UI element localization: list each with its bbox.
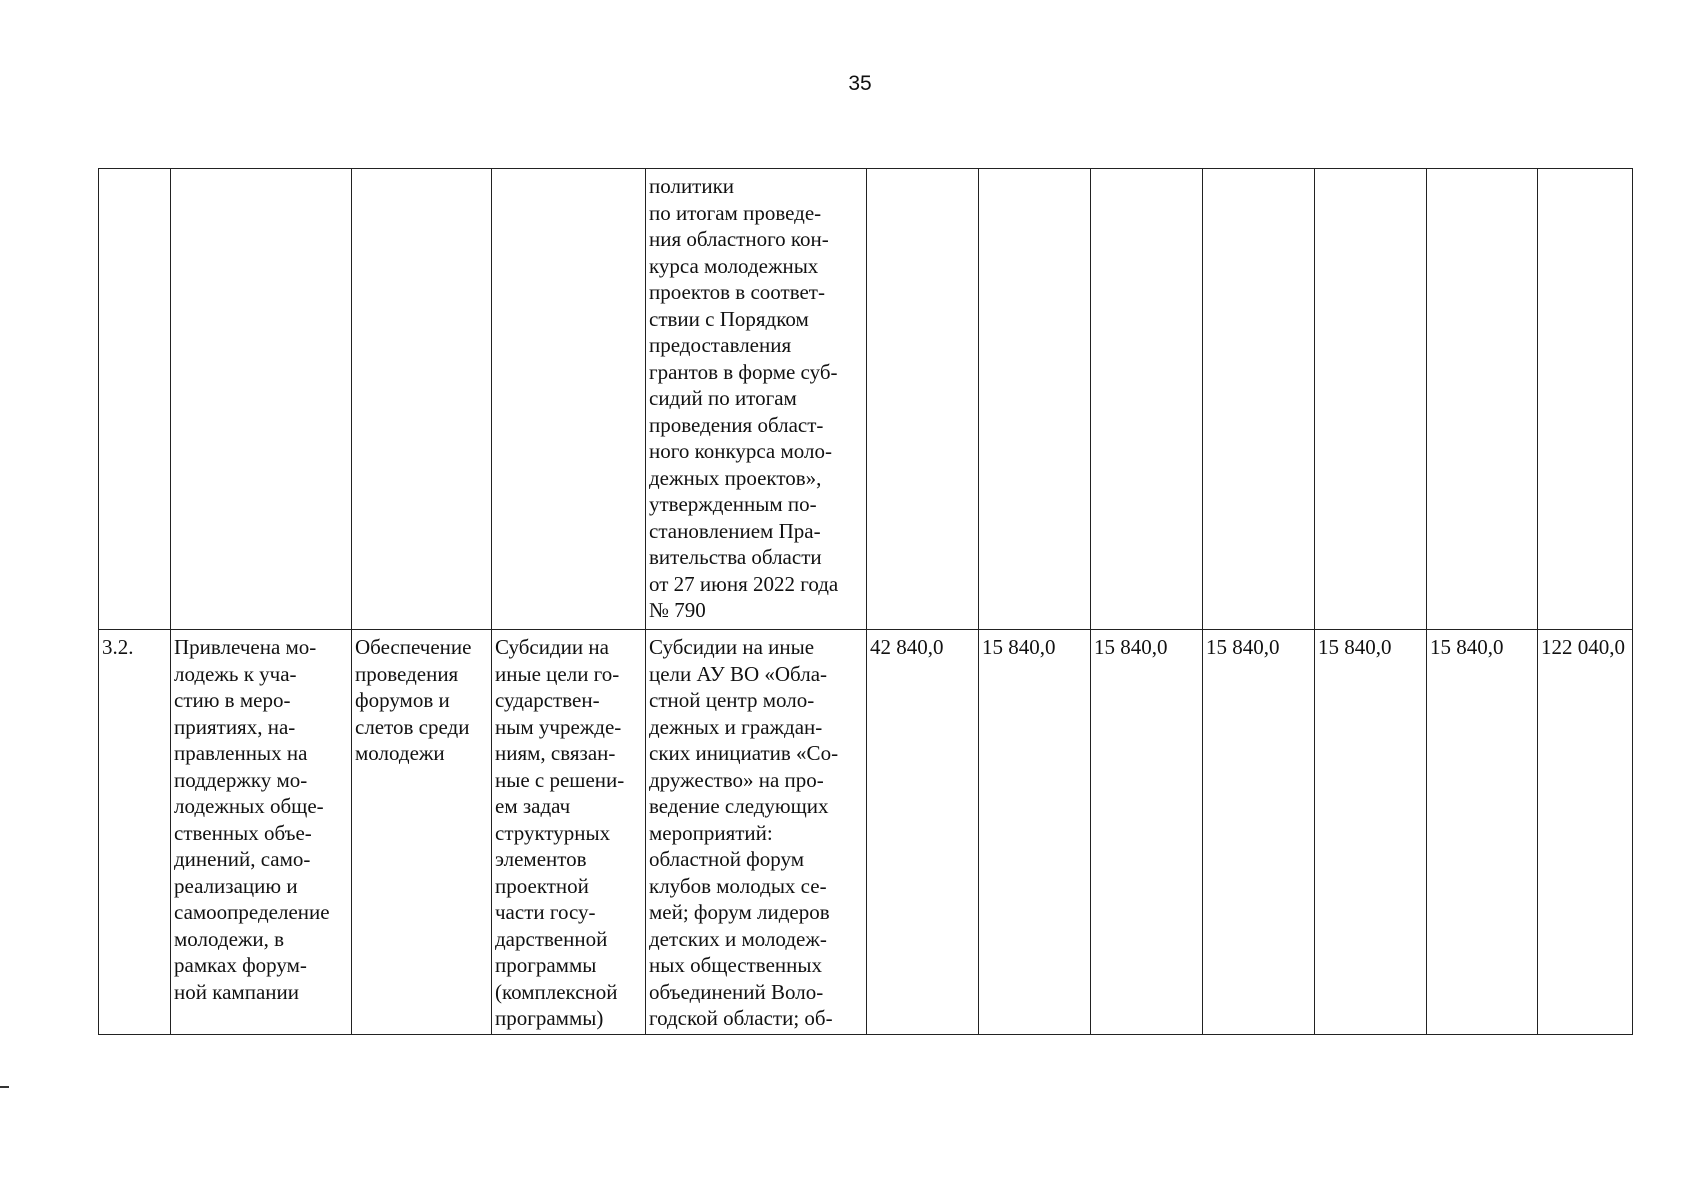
cell-number <box>99 169 171 630</box>
cell-amount <box>1203 169 1315 630</box>
cell-amount <box>1091 169 1203 630</box>
cell-measure: Обеспечение проведения форумов и слетов среди молодежи <box>352 630 492 1035</box>
cell-result: Привлечена мо- лодежь к уча- стию в меро- приятиях, на- правленных на поддержку мо- лодежных обще- ственных объе- динений, само- реализацию и самоопределение молодежи, в рамках форум- ной кампании <box>171 630 352 1035</box>
cell-total <box>1538 169 1633 630</box>
cell-amount <box>1427 169 1538 630</box>
cell-measure <box>352 169 492 630</box>
page-number: 35 <box>848 72 872 95</box>
cell-expense-type: Субсидии на иные цели го- сударствен- ным учрежде- ниям, связан- ные с решени- ем задач структурных элементов проектной части госу- дарственной программы (комплексной программы) <box>492 630 646 1035</box>
table-row <box>99 169 1633 630</box>
cell-amount: 15 840,0 <box>1427 630 1538 1035</box>
cell-amount: 42 840,0 <box>867 630 979 1035</box>
cell-amount <box>867 169 979 630</box>
scan-edge-mark <box>0 1086 9 1088</box>
cell-amount <box>979 169 1091 630</box>
cell-amount: 15 840,0 <box>1315 630 1427 1035</box>
cell-expense-type <box>492 169 646 630</box>
cell-result <box>171 169 352 630</box>
cell-amount: 15 840,0 <box>1203 630 1315 1035</box>
cell-amount: 15 840,0 <box>979 630 1091 1035</box>
cell-description: политики по итогам проведе- ния областного кон- курса молодежных проектов в соответ- ствии с Порядком предоставления грантов в форме суб- сидий по итогам проведения област- ного конкурса моло- дежных проектов», утвержденным по- становлением Пра- вительства области от 27 июня 2022 года № 790 <box>646 169 867 630</box>
cell-amount <box>1315 169 1427 630</box>
cell-amount: 15 840,0 <box>1091 630 1203 1035</box>
cell-number: 3.2. <box>99 630 171 1035</box>
program-table <box>98 168 1633 1035</box>
cell-description: Субсидии на иные цели АУ ВО «Обла- стной центр моло- дежных и граждан- ских инициатив «Со- дружество» на про- ведение следующих мероприятий: областной форум клубов молодых се- мей; форум лидеров детских и молодеж- ных общественных объединений Воло- годской области; об- <box>646 630 867 1035</box>
table-row <box>99 630 1633 1035</box>
cell-total: 122 040,0 <box>1538 630 1633 1035</box>
